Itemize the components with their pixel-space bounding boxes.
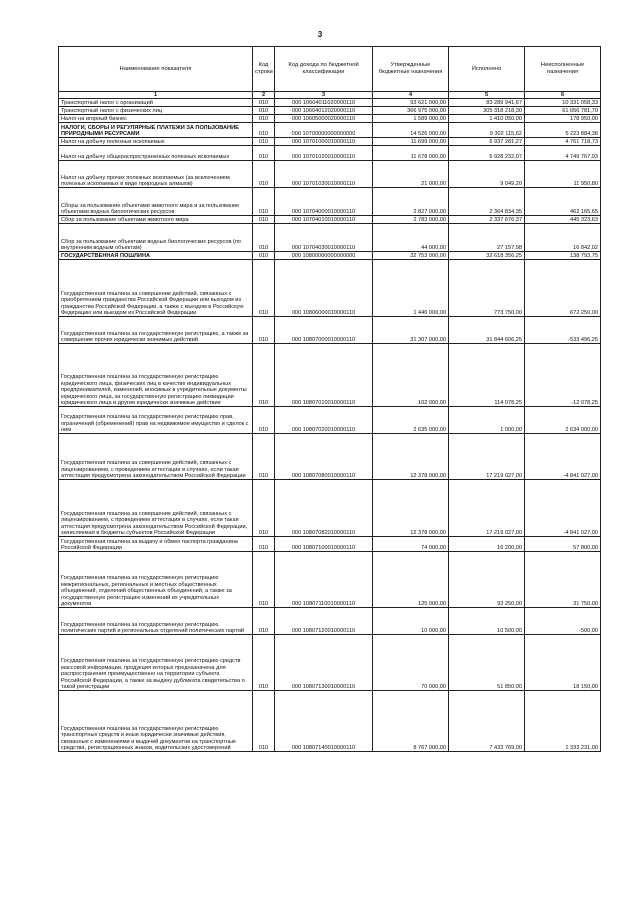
column-number: 4 [373,92,449,99]
row-income-code: 000 10806000010000110 [275,260,373,317]
row-approved: 366 975 000,00 [373,107,449,115]
table-row [59,99,601,107]
row-line-code: 010 [253,635,275,691]
row-income-code: 000 10807100010000110 [275,537,373,552]
row-income-code: 000 10704000010000110 [275,188,373,216]
row-name: Государственная пошлина за совершение действий, связанных с приобретением гражданства Российской Федерации или выходом из гражданства Российской Федерации, а также с въездом в Российскую Федерацию или выездом из Российской Федерации [59,260,253,317]
row-income-code: 000 10807000010000110 [275,317,373,344]
table-row [59,107,601,115]
row-line-code: 010 [253,344,275,407]
page-number: 3 [317,30,323,39]
row-approved: 12 378 000,00 [373,434,449,480]
row-unexecuted: 5 223 884,38 [525,123,601,138]
header-income-code: Код дохода по бюджетной классификации [275,47,373,92]
row-unexecuted: 445 323,63 [525,216,601,224]
row-income-code: 000 10807110010000110 [275,552,373,608]
row-name: Налог на добычу прочих полезных ископаемых (за исключением полезных ископаемых в виде природных алмазов) [59,161,253,188]
row-executed: 27 157,98 [449,224,525,252]
table-row [59,537,601,552]
header-name: Наименование показателя [59,47,253,92]
row-approved: 11 699 000,00 [373,138,449,146]
row-executed: 7 433 769,00 [449,691,525,752]
row-income-code: 000 10700000000000000 [275,123,373,138]
row-income-code: 000 10604011020000110 [275,99,373,107]
column-number: 1 [59,92,253,99]
row-income-code: 000 10807082010000110 [275,480,373,537]
row-executed: 2 337 676,37 [449,216,525,224]
row-line-code: 010 [253,146,275,161]
row-unexecuted: 1 333 231,00 [525,691,601,752]
row-approved: 2 827 000,00 [373,188,449,216]
row-executed: 17 219 027,00 [449,434,525,480]
table-row [59,138,601,146]
row-line-code: 010 [253,138,275,146]
row-executed: 6 928 232,07 [449,146,525,161]
row-income-code: 000 10807020010000110 [275,407,373,434]
table-row [59,123,601,138]
header-unexecuted: Неисполненные назначения [525,47,601,92]
row-name: Государственная пошлина за государственную регистрацию средств массовой информации, продукция которых предназначена для распространения преимущественно на территории субъекта Российской Федерации, а также за выдачу дубликата свидетельства о такой регистрации [59,635,253,691]
row-approved: 74 000,00 [373,537,449,552]
row-income-code: 000 10701030010000110 [275,161,373,188]
row-unexecuted: -4 841 027,00 [525,480,601,537]
row-line-code: 010 [253,99,275,107]
table-row [59,434,601,480]
row-line-code: 010 [253,115,275,123]
table-header-row [59,47,601,92]
row-line-code: 010 [253,608,275,635]
row-line-code: 010 [253,188,275,216]
table-row [59,252,601,260]
row-approved: 2 635 000,00 [373,407,449,434]
row-line-code: 010 [253,691,275,752]
row-income-code: 000 10807120010000110 [275,608,373,635]
table-row [59,317,601,344]
row-line-code: 010 [253,161,275,188]
row-approved: 12 378 000,00 [373,480,449,537]
row-approved: 8 767 000,00 [373,691,449,752]
row-executed: 16 200,00 [449,537,525,552]
row-executed: 9 049,20 [449,161,525,188]
row-approved: 1 589 000,00 [373,115,449,123]
row-name: Налог на добычу полезных ископаемых [59,138,253,146]
row-name: Государственная пошлина за государственную регистрацию, а также за совершение прочих юридически значимых действий [59,317,253,344]
row-approved: 70 000,00 [373,635,449,691]
header-executed: Исполнено [449,47,525,92]
row-unexecuted: 138 793,75 [525,252,601,260]
row-unexecuted: 11 950,80 [525,161,601,188]
row-unexecuted: 4 761 718,73 [525,138,601,146]
row-executed: 32 618 356,25 [449,252,525,260]
row-approved: 1 446 000,00 [373,260,449,317]
row-approved: 93 621 000,00 [373,99,449,107]
row-line-code: 010 [253,480,275,537]
row-name: Государственная пошлина за совершение действий, связанных с лицензированием, с проведением аттестации в случаях, если такая аттестация предусмотрена законодательством Российской Федерации [59,434,253,480]
row-name: Сбор за пользование объектами животного мира [59,216,253,224]
row-income-code: 000 10701020010000110 [275,146,373,161]
column-number: 5 [449,92,525,99]
row-unexecuted: 462 165,65 [525,188,601,216]
row-line-code: 010 [253,224,275,252]
row-approved: 11 678 000,00 [373,146,449,161]
row-unexecuted: 57 800,00 [525,537,601,552]
row-name: Государственная пошлина за государственную регистрацию транспортных средств и иные юридически значимые действия, связанные с изменениями и выдачей документов на транспортные средства, регистрационных знаков, водительских удостоверений [59,691,253,752]
row-income-code: 000 10604012020000110 [275,107,373,115]
row-executed: 9 302 115,62 [449,123,525,138]
row-line-code: 010 [253,552,275,608]
row-line-code: 010 [253,260,275,317]
row-executed: 10 500,00 [449,608,525,635]
row-name: Транспортный налог с физических лиц [59,107,253,115]
row-approved: 21 000,00 [373,161,449,188]
table-row [59,691,601,752]
column-number-row [59,92,601,99]
row-income-code: 000 10800000000000000 [275,252,373,260]
row-income-code: 000 10807080010000110 [275,434,373,480]
row-executed: 31 844 606,25 [449,317,525,344]
row-unexecuted: 10 331 058,33 [525,99,601,107]
row-unexecuted: 31 750,00 [525,552,601,608]
row-income-code: 000 10704030010000110 [275,224,373,252]
table-row [59,635,601,691]
table-row [59,480,601,537]
row-approved: 32 753 000,00 [373,252,449,260]
row-name: Транспортный налог с организаций [59,99,253,107]
column-number: 6 [525,92,601,99]
row-approved: 2 783 000,00 [373,216,449,224]
row-unexecuted: -533 496,25 [525,317,601,344]
row-income-code: 000 10704010010000110 [275,216,373,224]
row-approved: 102 000,00 [373,344,449,407]
table-row [59,146,601,161]
row-line-code: 010 [253,317,275,344]
row-executed: 17 219 027,00 [449,480,525,537]
row-unexecuted: 178 950,00 [525,115,601,123]
header-approved: Утвержденные бюджетные назначения [373,47,449,92]
row-line-code: 010 [253,107,275,115]
row-executed: 114 078,25 [449,344,525,407]
row-approved: 125 000,00 [373,552,449,608]
table-row [59,260,601,317]
row-executed: 305 318 218,30 [449,107,525,115]
row-name: Государственная пошлина за государственную регистрацию политических партий и региональных отделений политических партий [59,608,253,635]
row-name: Государственная пошлина за государственную регистрацию юридического лица, физических лиц в качестве индивидуальных предпринимателей, изменений, вносимых в учредительные документы юридического лица, за государственную регистрацию ликвидации юридического лица и другие юридически значимые действия [59,344,253,407]
row-name: НАЛОГИ, СБОРЫ И РЕГУЛЯРНЫЕ ПЛАТЕЖИ ЗА ПОЛЬЗОВАНИЕ ПРИРОДНЫМИ РЕСУРСАМИ [59,123,253,138]
row-line-code: 010 [253,123,275,138]
row-unexecuted: 61 656 781,70 [525,107,601,115]
row-line-code: 010 [253,407,275,434]
table-row [59,407,601,434]
row-executed: 6 937 281,27 [449,138,525,146]
row-income-code: 000 10701000010000110 [275,138,373,146]
row-unexecuted: -12 078,25 [525,344,601,407]
row-executed: 83 289 941,67 [449,99,525,107]
row-name: Сборы за пользование объектами животного мира и за пользование объектами водных биологических ресурсов [59,188,253,216]
table-row [59,216,601,224]
row-executed: 1 000,00 [449,407,525,434]
table-row [59,188,601,216]
row-executed: 51 850,00 [449,635,525,691]
row-unexecuted: 16 842,02 [525,224,601,252]
column-number: 2 [253,92,275,99]
table-row [59,224,601,252]
row-unexecuted: 2 634 000,00 [525,407,601,434]
row-approved: 44 000,00 [373,224,449,252]
column-number: 3 [275,92,373,99]
table-row [59,344,601,407]
table-row [59,115,601,123]
budget-income-table [58,46,601,752]
header-line-code: Код строки [253,47,275,92]
row-approved: 10 000,00 [373,608,449,635]
row-line-code: 010 [253,216,275,224]
row-unexecuted: 4 749 767,93 [525,146,601,161]
row-line-code: 010 [253,252,275,260]
row-income-code: 000 10807010010000110 [275,344,373,407]
row-unexecuted: -4 841 027,00 [525,434,601,480]
row-executed: 93 250,00 [449,552,525,608]
row-unexecuted: 18 150,00 [525,635,601,691]
row-approved: 14 526 000,00 [373,123,449,138]
table-row [59,552,601,608]
row-executed: 773 750,00 [449,260,525,317]
table-row [59,161,601,188]
row-name: Налог на игорный бизнес [59,115,253,123]
row-unexecuted: -500,00 [525,608,601,635]
row-income-code: 000 10807140010000110 [275,691,373,752]
table-body [59,99,601,752]
row-executed: 2 364 834,35 [449,188,525,216]
table-row [59,608,601,635]
row-line-code: 010 [253,434,275,480]
row-approved: 31 307 000,00 [373,317,449,344]
row-name: Сбор за пользование объектами водных биологических ресурсов (по внутренним водным объектам) [59,224,253,252]
row-name: Государственная пошлина за государственную регистрацию межрегиональных, региональных и местных общественных объединений, отделений общественных объединений, а также за государственную регистрацию изменений их учредительных документов [59,552,253,608]
row-name: ГОСУДАРСТВЕННАЯ ПОШЛИНА [59,252,253,260]
row-executed: 1 410 050,00 [449,115,525,123]
row-name: Государственная пошлина за государственную регистрацию прав, ограничений (обременений) прав на недвижимое имущество и сделок с ним [59,407,253,434]
row-name: Налог на добычу общераспространенных полезных ископаемых [59,146,253,161]
row-income-code: 000 10605000020000110 [275,115,373,123]
row-unexecuted: 672 250,00 [525,260,601,317]
row-income-code: 000 10807130010000110 [275,635,373,691]
row-name: Государственная пошлина за совершение действий, связанных с лицензированием, с проведением аттестации в случаях, если такая аттестация предусмотрена законодательством Российской Федерации, зачисляемая в бюджеты субъектов Российской Федерации [59,480,253,537]
row-line-code: 010 [253,537,275,552]
row-name: Государственная пошлина за выдачу и обмен паспорта гражданина Российской Федерации [59,537,253,552]
